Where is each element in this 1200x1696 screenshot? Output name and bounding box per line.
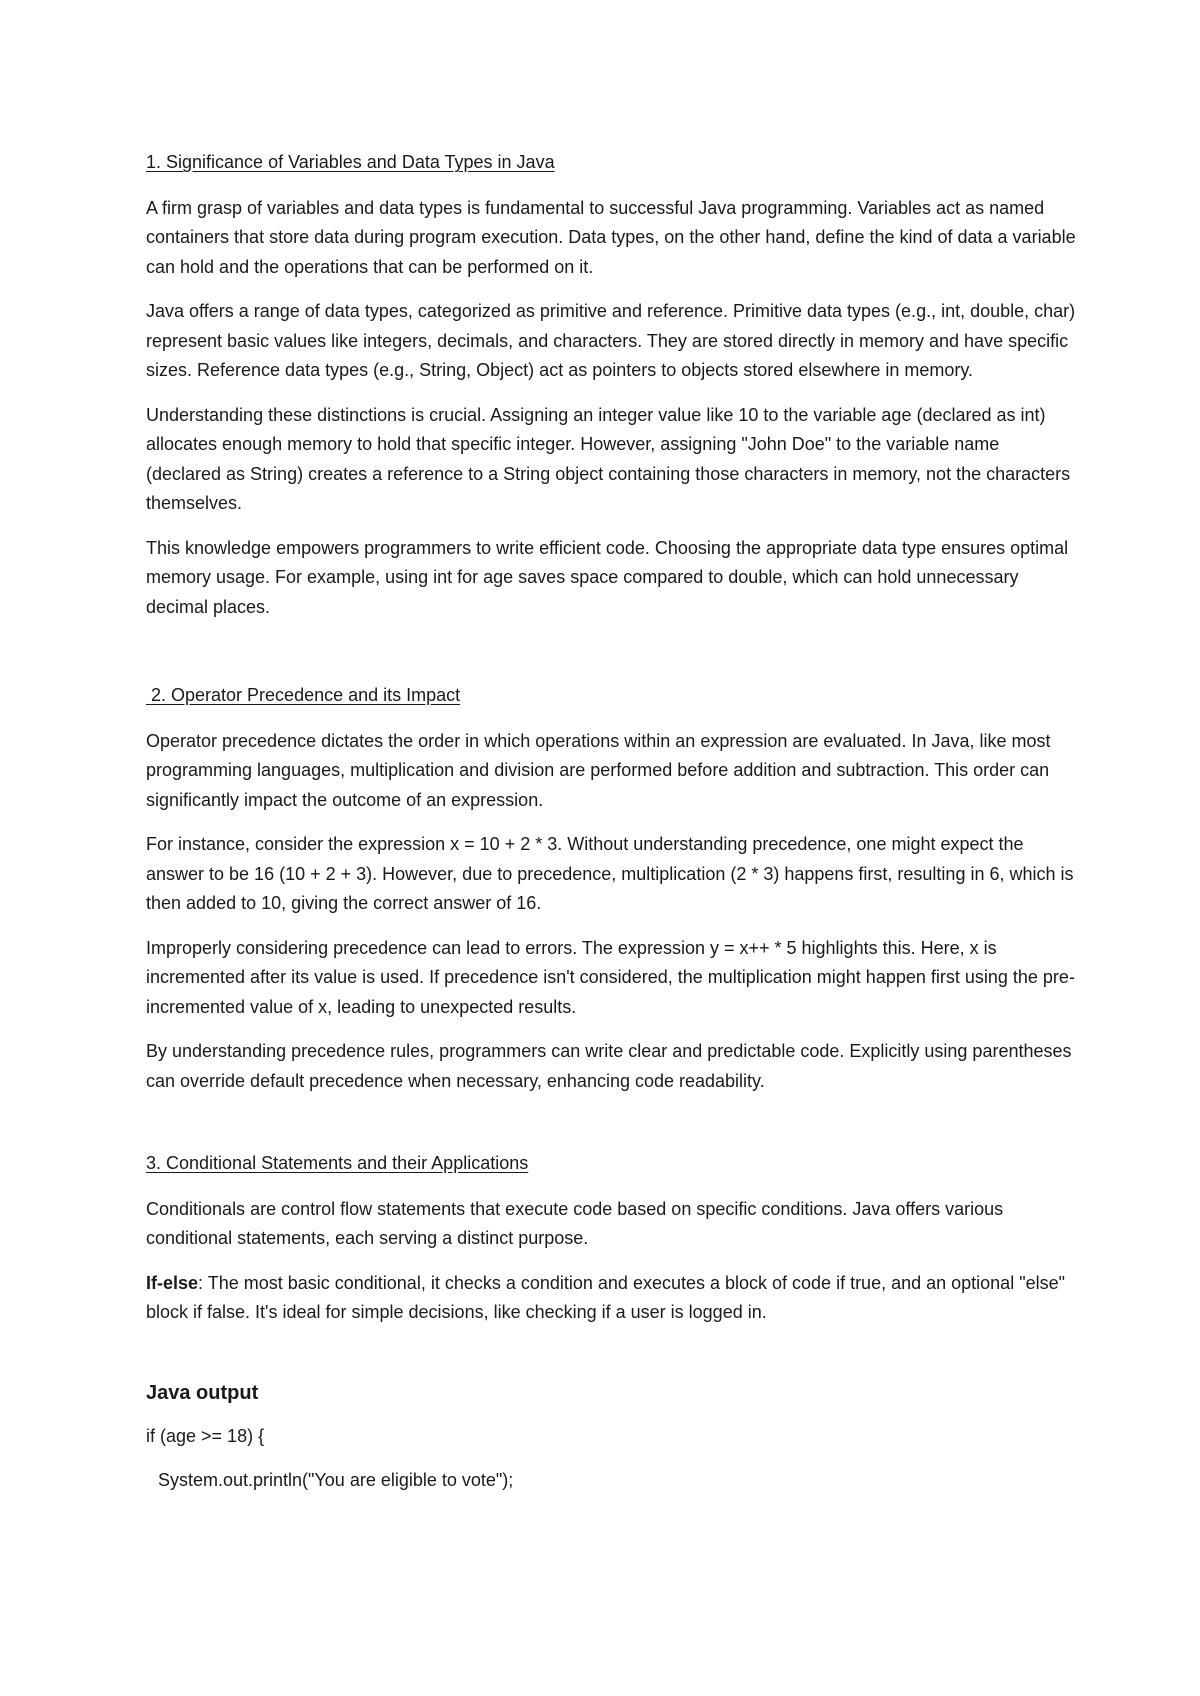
section-2-heading: 2. Operator Precedence and its Impact xyxy=(146,685,461,705)
section-spacer xyxy=(146,1111,1076,1149)
section-3-paragraph-2 xyxy=(146,1269,1076,1328)
section-2-paragraph-2: For instance, consider the expression x = 10 + 2 * 3. Without understanding precedence, one might expect the answer to be 16 (10 + 2 + 3). However, due to precedence, multiplication (2 * 3) happens first, resulting in 6, which is then added to 10, giving the correct answer of 16. xyxy=(146,834,1074,913)
section-1-paragraph-4: This knowledge empowers programmers to write efficient code. Choosing the appropriate data type ensures optimal memory usage. For example, using int for age saves space compared to double, which can hold unnecessary decimal places. xyxy=(146,537,1069,617)
section-1-paragraph-2: Java offers a range of data types, categorized as primitive and reference. Primitive data types (e.g., int, double, char) represent basic values like integers, decimals, and characters. They are stored directly in memory and have specific sizes. Reference data types (e.g., String, Object) act as pointers to objects stored elsewhere in memory. xyxy=(146,301,1076,380)
section-spacer xyxy=(146,637,1076,681)
section-2-paragraph-3: Improperly considering precedence can lead to errors. The expression y = x++ * 5 highlights this. Here, x is incremented after its value is used. If precedence isn't considered, the multiplication might happen first using the pre-incremented value of x, leading to unexpected results. xyxy=(146,937,1075,1017)
section-1-paragraph-1: A firm grasp of variables and data types is fundamental to successful Java programming. Variables act as named containers that store data during program execution. Data types, on the other hand, define the kind of data a variable can hold and the operations that can be performed on it. xyxy=(146,197,1076,277)
section-2-paragraph-4: By understanding precedence rules, programmers can write clear and predictable code. Explicitly using parentheses can override default precedence when necessary, enhancing code readability. xyxy=(146,1041,1072,1091)
section-1-heading: 1. Significance of Variables and Data Types in Java xyxy=(146,152,555,172)
java-output-title: Java output xyxy=(146,1381,259,1404)
if-else-term: If-else xyxy=(146,1272,199,1293)
if-else-description: : The most basic conditional, it checks a condition and executes a block of code if true, and an optional "else" block if false. It's ideal for simple decisions, like checking if a user is logged in. xyxy=(146,1272,1065,1322)
section-2-paragraph-1: Operator precedence dictates the order in which operations within an expression are evaluated. In Java, like most programming languages, multiplication and division are performed before addition and subtraction. This order can significantly impact the outcome of an expression. xyxy=(146,730,1051,810)
section-1-paragraph-3: Understanding these distinctions is crucial. Assigning an integer value like 10 to the variable age (declared as int) allocates enough memory to hold that specific integer. However, assigning "John Doe" to the variable name (declared as String) creates a reference to a String object containing those characters in memory, not the characters themselves. xyxy=(146,404,1071,513)
code-line-1: if (age >= 18) { xyxy=(146,1425,265,1446)
code-line-2: System.out.println("You are eligible to vote"); xyxy=(158,1470,514,1490)
section-3-paragraph-1: Conditionals are control flow statements that execute code based on specific conditions. Java offers various conditional statements, each serving a distinct purpose. xyxy=(146,1198,1004,1248)
section-3-heading: 3. Conditional Statements and their Applications xyxy=(146,1153,529,1173)
document-page xyxy=(146,148,1076,1511)
